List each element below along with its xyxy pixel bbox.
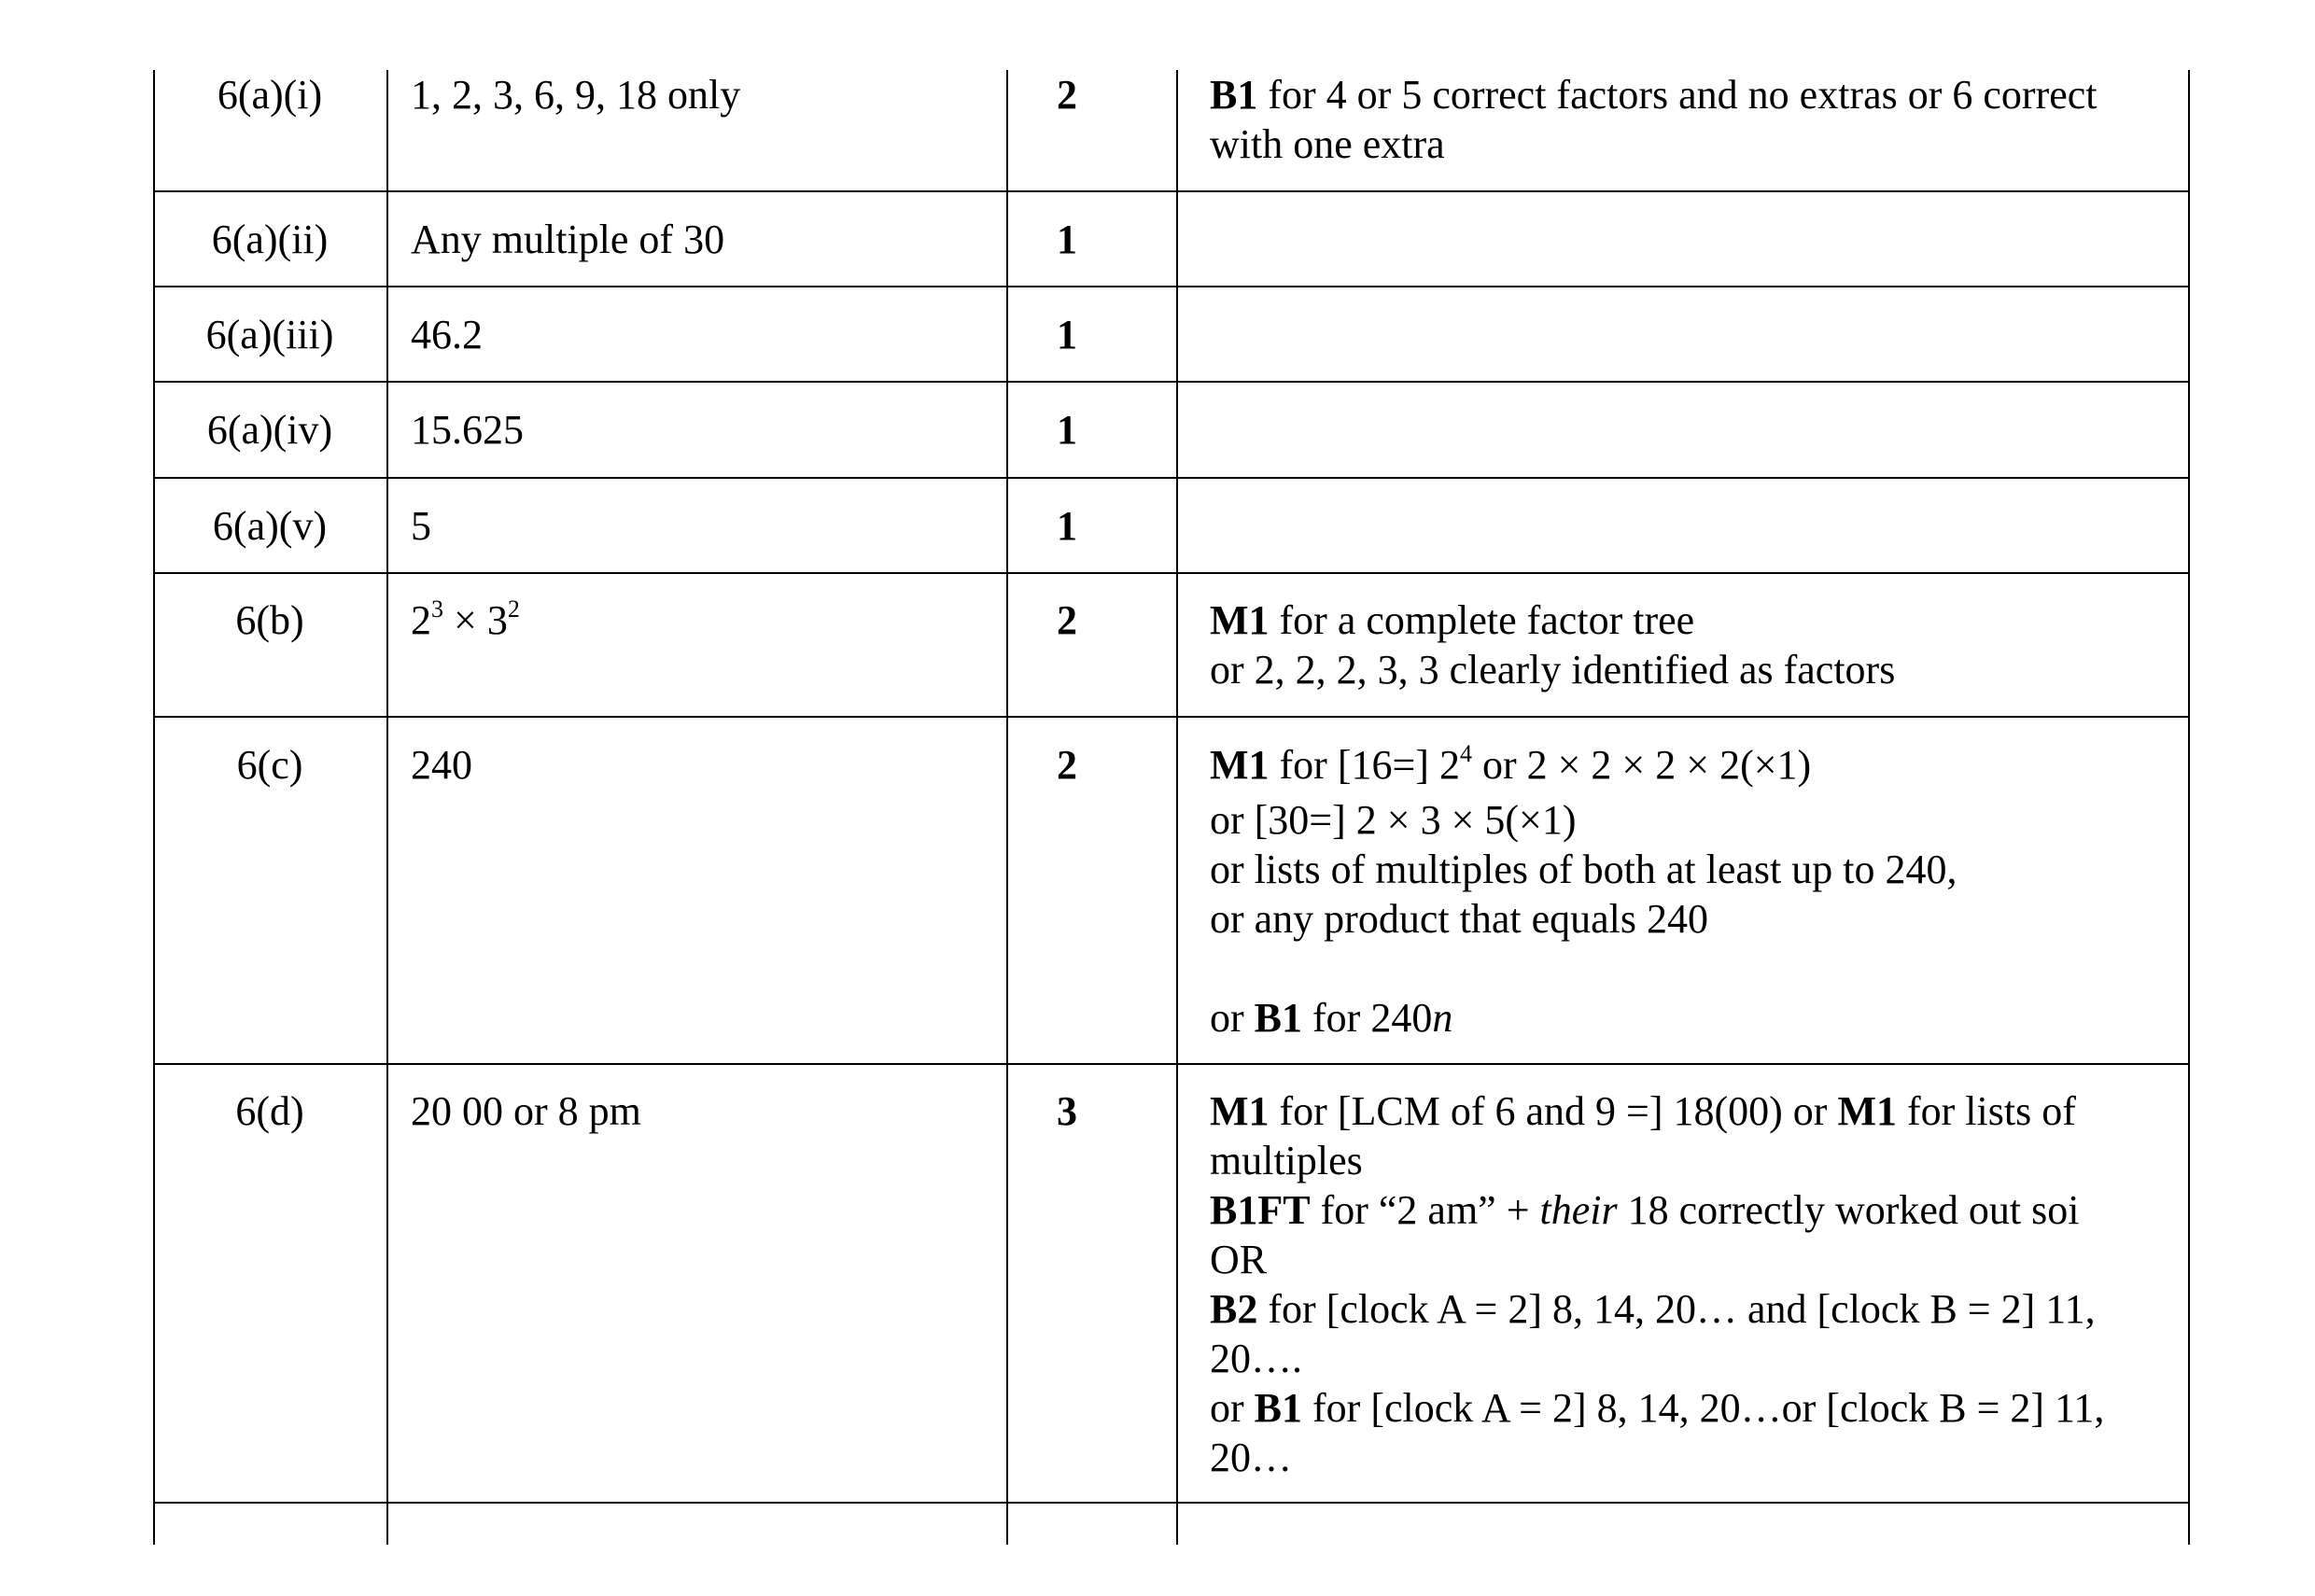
row-rule — [153, 477, 2190, 479]
marks-cell: 1 — [1057, 407, 1077, 453]
answer-cell: 20 00 or 8 pm — [411, 1088, 641, 1134]
column-rule — [153, 70, 155, 1545]
question-number: 6(d) — [235, 1088, 304, 1134]
guidance-line: M1 for [LCM of 6 and 9 =] 18(00) or M1 for lists of — [1210, 1088, 2076, 1134]
row-rule — [153, 190, 2190, 192]
answer-cell: $2^3 \times 3^2$ — [411, 595, 520, 643]
guidance-line: M1 for [16=] $2^4$ or 2 × 2 × 2 × 2(×1) — [1210, 740, 1812, 788]
guidance-line — [1210, 944, 2181, 993]
guidance-line: or 2, 2, 2, 3, 3 clearly identified as factors — [1210, 647, 1896, 693]
guidance-line: or any product that equals 240 — [1210, 896, 1708, 942]
guidance-line: 20…. — [1210, 1336, 1302, 1381]
answer-cell: 1, 2, 3, 6, 9, 18 only — [411, 72, 741, 118]
marks-cell: 3 — [1057, 1088, 1077, 1134]
marks-cell: 1 — [1057, 503, 1077, 549]
column-rule — [386, 70, 388, 1545]
guidance-line: 20… — [1210, 1435, 1292, 1480]
question-number: 6(a)(ii) — [211, 217, 329, 262]
guidance-line: or [30=] 2 × 3 × 5(×1) — [1210, 797, 1577, 843]
marks-cell: 1 — [1057, 312, 1077, 357]
row-rule — [153, 1063, 2190, 1065]
column-rule — [2188, 70, 2190, 1545]
question-number: 6(a)(iv) — [206, 407, 333, 453]
guidance-line: B1 for 4 or 5 correct factors and no extras or 6 correct — [1210, 72, 2098, 118]
guidance-cell — [1210, 1086, 2181, 1482]
guidance-line: or B1 for 240n — [1210, 995, 1453, 1041]
guidance-line: or lists of multiples of both at least up to 240, — [1210, 847, 1957, 892]
answer-cell: 5 — [411, 503, 431, 549]
row-rule — [153, 716, 2190, 718]
marks-cell: 2 — [1057, 597, 1077, 643]
question-number: 6(c) — [236, 742, 303, 788]
guidance-line: OR — [1210, 1237, 1268, 1282]
marks-cell: 2 — [1057, 72, 1077, 118]
question-number: 6(a)(i) — [217, 72, 323, 118]
guidance-line: M1 for a complete factor tree — [1210, 597, 1695, 643]
guidance-cell — [1210, 70, 2181, 169]
question-number: 6(b) — [235, 597, 304, 643]
row-rule — [153, 1502, 2190, 1504]
question-number: 6(a)(v) — [212, 503, 328, 549]
marks-cell: 1 — [1057, 217, 1077, 262]
row-rule — [153, 381, 2190, 383]
guidance-line: B1FT for “2 am” + their 18 correctly worked out soi — [1210, 1187, 2080, 1233]
row-rule — [153, 286, 2190, 287]
answer-cell: Any multiple of 30 — [411, 217, 725, 262]
answer-cell: 240 — [411, 742, 472, 788]
answer-cell: 46.2 — [411, 312, 483, 357]
answer-cell: 15.625 — [411, 407, 524, 453]
column-rule — [1176, 70, 1178, 1545]
column-rule — [1006, 70, 1008, 1545]
mark-scheme-table — [153, 70, 2190, 1545]
marks-cell: 2 — [1057, 742, 1077, 788]
guidance-cell — [1210, 595, 2181, 694]
guidance-line: multiples — [1210, 1138, 1363, 1183]
row-rule — [153, 572, 2190, 574]
guidance-cell — [1210, 740, 2181, 1043]
question-number: 6(a)(iii) — [205, 312, 334, 357]
guidance-line: or B1 for [clock A = 2] 8, 14, 20…or [clock B = 2] 11, — [1210, 1385, 2105, 1431]
guidance-line: B2 for [clock A = 2] 8, 14, 20… and [clock B = 2] 11, — [1210, 1286, 2096, 1332]
guidance-line: with one extra — [1210, 121, 1445, 167]
